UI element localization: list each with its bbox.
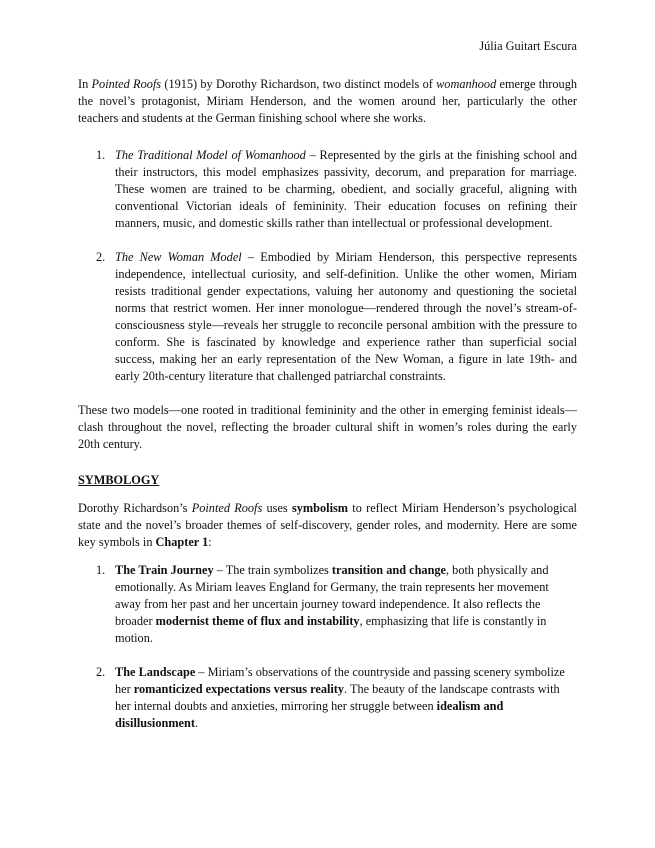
list-item	[78, 147, 577, 232]
list-number: 1.	[96, 563, 106, 577]
intro-text-2: (1915) by Dorothy Richardson, two distinct models of	[161, 77, 437, 91]
symbol-text: .	[194, 716, 199, 730]
model-title: The Traditional Model of Womanhood	[115, 148, 306, 162]
list-number: 2.	[96, 665, 106, 679]
list-number: 2.	[96, 250, 106, 264]
symbol-keyword: modernist theme of flux and instability	[155, 614, 360, 628]
model-description: – Represented by the girls at the finishing school and their instructors, this model emphasizes passivity, decorum, and preparation for marriage. These women are trained to be charming, obedient, and socially graceful, aligning with conventional Victorian ideals of femininity. Their education focuses on refining their manners, music, and domestic skills rather than intellectual or professional development.	[115, 148, 577, 230]
symbol-keyword: transition and change	[331, 563, 447, 577]
symbol-text: , both physically and emotionally. As Miriam leaves England for Germany, the train represents her movement away from her past and her uncertain journey toward independence. It also reflects the broader	[115, 563, 549, 628]
list-item	[78, 664, 577, 732]
conclusion-paragraph: These two models—one rooted in traditional femininity and the other in emerging feminist ideals—clash throughout the novel, reflecting the broader cultural shift in women’s roles during the early 20th century.	[78, 403, 577, 451]
author-name: Júlia Guitart Escura	[479, 39, 577, 53]
section-heading: SYMBOLOGY	[78, 473, 160, 487]
book-title: Pointed Roofs	[191, 501, 263, 515]
symbology-text-b: uses	[262, 501, 292, 515]
womanhood-term: womanhood	[436, 77, 497, 91]
symbol-text: – The train symbolizes	[213, 563, 332, 577]
symbol-keyword: idealism and disillusionment	[115, 699, 504, 730]
symbolism-term: symbolism	[291, 501, 349, 515]
book-title: Pointed Roofs	[91, 77, 162, 91]
intro-paragraph	[78, 76, 577, 127]
symbol-keyword: romanticized expectations versus reality	[133, 682, 345, 696]
list-item	[78, 249, 577, 385]
symbol-title: The Train Journey	[115, 563, 214, 577]
list-item-text	[115, 147, 577, 232]
intro-text-3: emerge through the novel’s protagonist, Miriam Henderson, and the women around her, particularly the other teachers and students at the German finishing school where she works.	[78, 77, 577, 125]
list-item-text	[115, 562, 577, 647]
intro-text-1: In	[78, 77, 92, 91]
model-title: The New Woman Model	[115, 250, 242, 264]
document-body	[78, 76, 577, 732]
model-description: – Embodied by Miriam Henderson, this perspective represents independence, intellectual curiosity, and self-definition. Unlike the other women, Miriam resists traditional gender expectations, valuing her autonomy and questioning the societal norms that restrict women. Her inner monologue—rendered through the novel’s stream-of-consciousness style—reveals her struggle to reconcile personal ambition with the pressure to conform. She is fascinated by knowledge and experience rather than superficial social success, making her an early representation of the New Woman, a figure in late 19th- and early 20th-century literature that challenged patriarchal constraints.	[115, 250, 578, 383]
list-item-text	[115, 664, 577, 732]
list-item-text	[115, 249, 577, 385]
list-number: 1.	[96, 148, 106, 162]
symbol-text: – Miriam’s observations of the countryside and passing scenery symbolize her	[115, 665, 565, 696]
list-item	[78, 562, 577, 647]
symbol-title: The Landscape	[115, 665, 196, 679]
chapter-ref: Chapter 1	[155, 535, 209, 549]
symbology-text-a: Dorothy Richardson’s	[78, 501, 192, 515]
symbol-text: , emphasizing that life is constantly in motion.	[115, 614, 547, 645]
symbology-text-c: to reflect Miriam Henderson’s psychological state and the novel’s broader themes of self-discovery, gender roles, and modernity. Here are some key symbols in	[78, 501, 577, 549]
symbology-text-d: :	[208, 535, 212, 549]
symbology-intro	[78, 500, 577, 551]
symbol-text: . The beauty of the landscape contrasts with her internal doubts and anxieties, mirroring her struggle between	[115, 682, 560, 713]
